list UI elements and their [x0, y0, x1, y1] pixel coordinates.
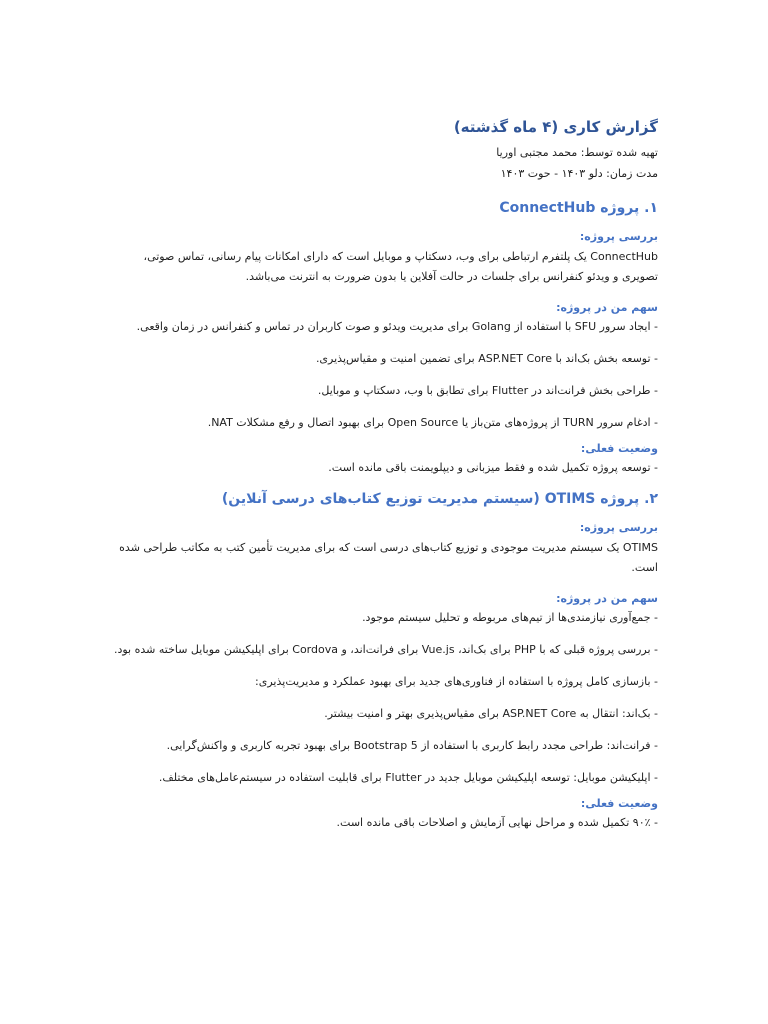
project-connecthub — [110, 200, 658, 477]
project2-review-heading: بررسی پروژه: — [579, 521, 658, 534]
project1-status-text: - توسعه پروژه تکمیل شده و فقط میزبانی و دیپلویمنت باقی مانده است. — [328, 461, 658, 474]
project1-role-item: - ایجاد سرور SFU با استفاده از Golang برای مدیریت ویدئو و صوت کاربران در تماس و کنفرانس در زمان واقعی. — [136, 320, 658, 333]
project2-sub-item: - بک‌اند: انتقال به ASP.NET Core برای مقیاس‌پذیری بهتر و امنیت بیشتر. — [324, 707, 658, 720]
project1-status-heading: وضعیت فعلی: — [580, 442, 658, 455]
project1-role-item: - توسعه بخش بک‌اند با ASP.NET Core برای تضمین امنیت و مقیاس‌پذیری. — [315, 352, 658, 365]
project2-role-item: - بازسازی کامل پروژه با استفاده از فناوری‌های جدید برای بهبود عملکرد و مدیریت‌پذیری: — [255, 675, 658, 688]
project1-role-heading: سهم من در پروژه: — [556, 301, 658, 314]
project2-role-item: - جمع‌آوری نیازمندی‌ها از تیم‌های مربوطه و تحلیل سیستم موجود. — [362, 611, 658, 624]
prepared-by: تهیه شده توسط: محمد مجتبی اوریا — [496, 146, 658, 159]
report-title: گزارش کاری (۴ ماه گذشته) — [453, 118, 658, 136]
project1-role-item: - ادغام سرور TURN از پروژه‌های متن‌باز یا Open Source برای بهبود اتصال و رفع مشکلات NAT. — [207, 416, 658, 429]
project2-status-text: - ۹۰٪ تکمیل شده و مراحل نهایی آزمایش و اصلاحات باقی مانده است. — [336, 816, 658, 829]
project1-role-item: - طراحی بخش فرانت‌اند در Flutter برای تطابق با وب، دسکتاپ و موبایل. — [317, 384, 658, 397]
project2-sub-item: - اپلیکیشن موبایل: توسعه اپلیکیشن موبایل جدید در Flutter برای قابلیت استفاده در سیستم‌عامل‌های مختلف. — [158, 771, 658, 784]
project-otims — [110, 491, 658, 832]
project2-heading: ۲. پروژه OTIMS (سیستم مدیریت توزیع کتاب‌های درسی آنلاین) — [221, 491, 658, 507]
project1-review-heading: بررسی پروژه: — [579, 230, 658, 243]
project1-heading: ۱. پروژه ConnectHub — [499, 200, 658, 216]
project2-review-text: OTIMS یک سیستم مدیریت موجودی و توزیع کتاب‌های درسی است که برای مدیریت تأمین کتب به مکاتب طراحی شده است. — [119, 541, 658, 574]
duration: مدت زمان: دلو ۱۴۰۳ - حوت ۱۴۰۳ — [500, 167, 658, 180]
project2-role-item: - بررسی پروژه قبلی که با PHP برای بک‌اند، Vue.js برای فرانت‌اند، و Cordova برای اپلیکیشن موبایل ساخته شده بود. — [113, 643, 658, 656]
project1-review-text: ConnectHub یک پلتفرم ارتباطی برای وب، دسکتاپ و موبایل است که دارای امکانات پیام رسانی، تماس صوتی، تصویری و ویدئو کنفرانس برای جلسات در حالت آفلاین یا بدون ضرورت به انترنت می‌باشد. — [143, 250, 658, 283]
project2-status-heading: وضعیت فعلی: — [580, 797, 658, 810]
project2-role-heading: سهم من در پروژه: — [556, 592, 658, 605]
project2-sub-item: - فرانت‌اند: طراحی مجدد رابط کاربری با استفاده از Bootstrap 5 برای بهبود تجربه کاربری و واکنش‌گرایی. — [166, 739, 658, 752]
